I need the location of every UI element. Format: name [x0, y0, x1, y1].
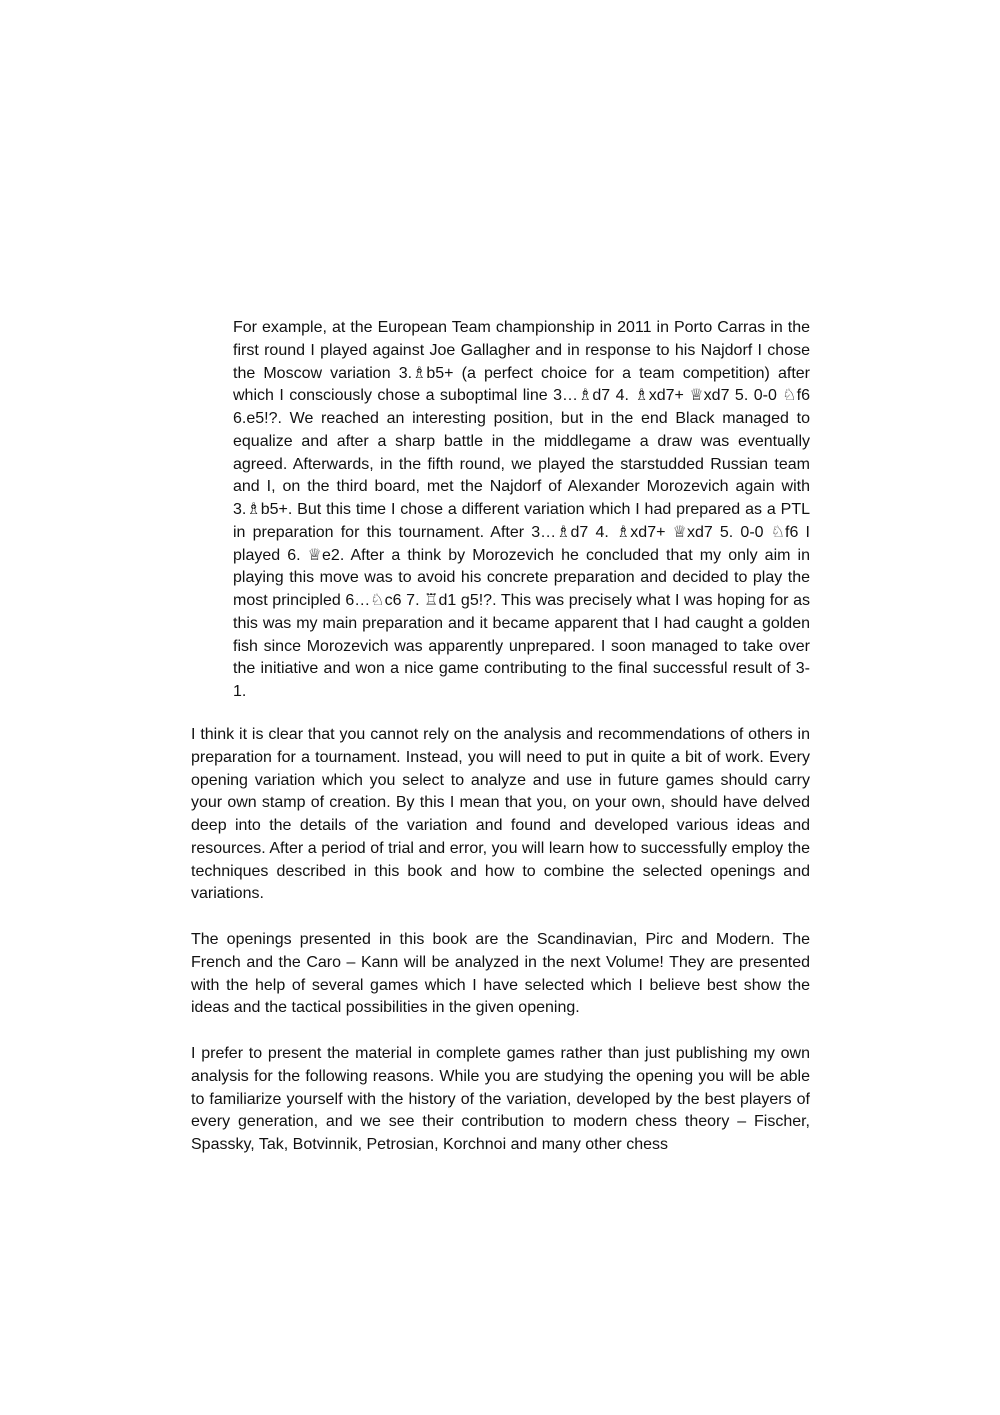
body-paragraph-preparation: I think it is clear that you cannot rely on the analysis and recommendations of others in preparation for a tournament. Instead, you will need to put in quite a bit of work. Every opening variation which you select to analyze and use in future games should carry your own stamp of creation. By this I mean that you, on your own, should have delved deep into the details of the variation and found and developed various ideas and resources. After a period of trial and error, you will learn how to successfully employ the techniques described in this book and how to combine the selected openings and variations. [191, 726, 810, 903]
body-paragraph-complete-games: I prefer to present the material in complete games rather than just publishing my own analysis for the following reasons. While you are studying the opening you will be able to familiarize yourself with the history of the variation, developed by the best players of every generation, and we see their contribution to modern chess theory – Fischer, Spassky, Tak, Botvinnik, Petrosian, Korchnoi and many other chess [191, 1045, 810, 1153]
indented-example-paragraph: For example, at the European Team championship in 2011 in Porto Carras in the first round I played against Joe Gallagher and in response to his Najdorf I chose the Moscow variation 3.♗b5+ (a perfect choice for a team competition) after which I consciously chose a suboptimal line 3…♗d7 4. ♗xd7+ ♕xd7 5. 0-0 ♘f6 6.e5!?. We reached an interesting position, but in the end Black managed to equalize and after a sharp battle in the middlegame a draw was eventually agreed. Afterwards, in the fifth round, we played the starstudded Russian team and I, on the third board, met the Najdorf of Alexander Morozevich again with 3.♗b5+. But this time I chose a different variation which I had prepared as a PTL in preparation for this tournament. After 3…♗d7 4. ♗xd7+ ♕xd7 5. 0-0 ♘f6 I played 6. ♕e2. After a think by Morozevich he concluded that my only aim in playing this move was to avoid his concrete preparation and decided to play the most principled 6…♘c6 7. ♖d1 g5!?. This was precisely what I was hoping for as this was my main preparation and it became apparent that I had caught a golden fish since Morozevich was apparently unprepared. I soon managed to take over the initiative and won a nice game contributing to the final successful result of 3-1. [233, 319, 810, 700]
body-paragraph-openings: The openings presented in this book are the Scandinavian, Pirc and Modern. The French and the Caro – Kann will be analyzed in the next Volume! They are presented with the help of several games which I have selected which I believe best show the ideas and the tactical possibilities in the given opening. [191, 931, 810, 1017]
